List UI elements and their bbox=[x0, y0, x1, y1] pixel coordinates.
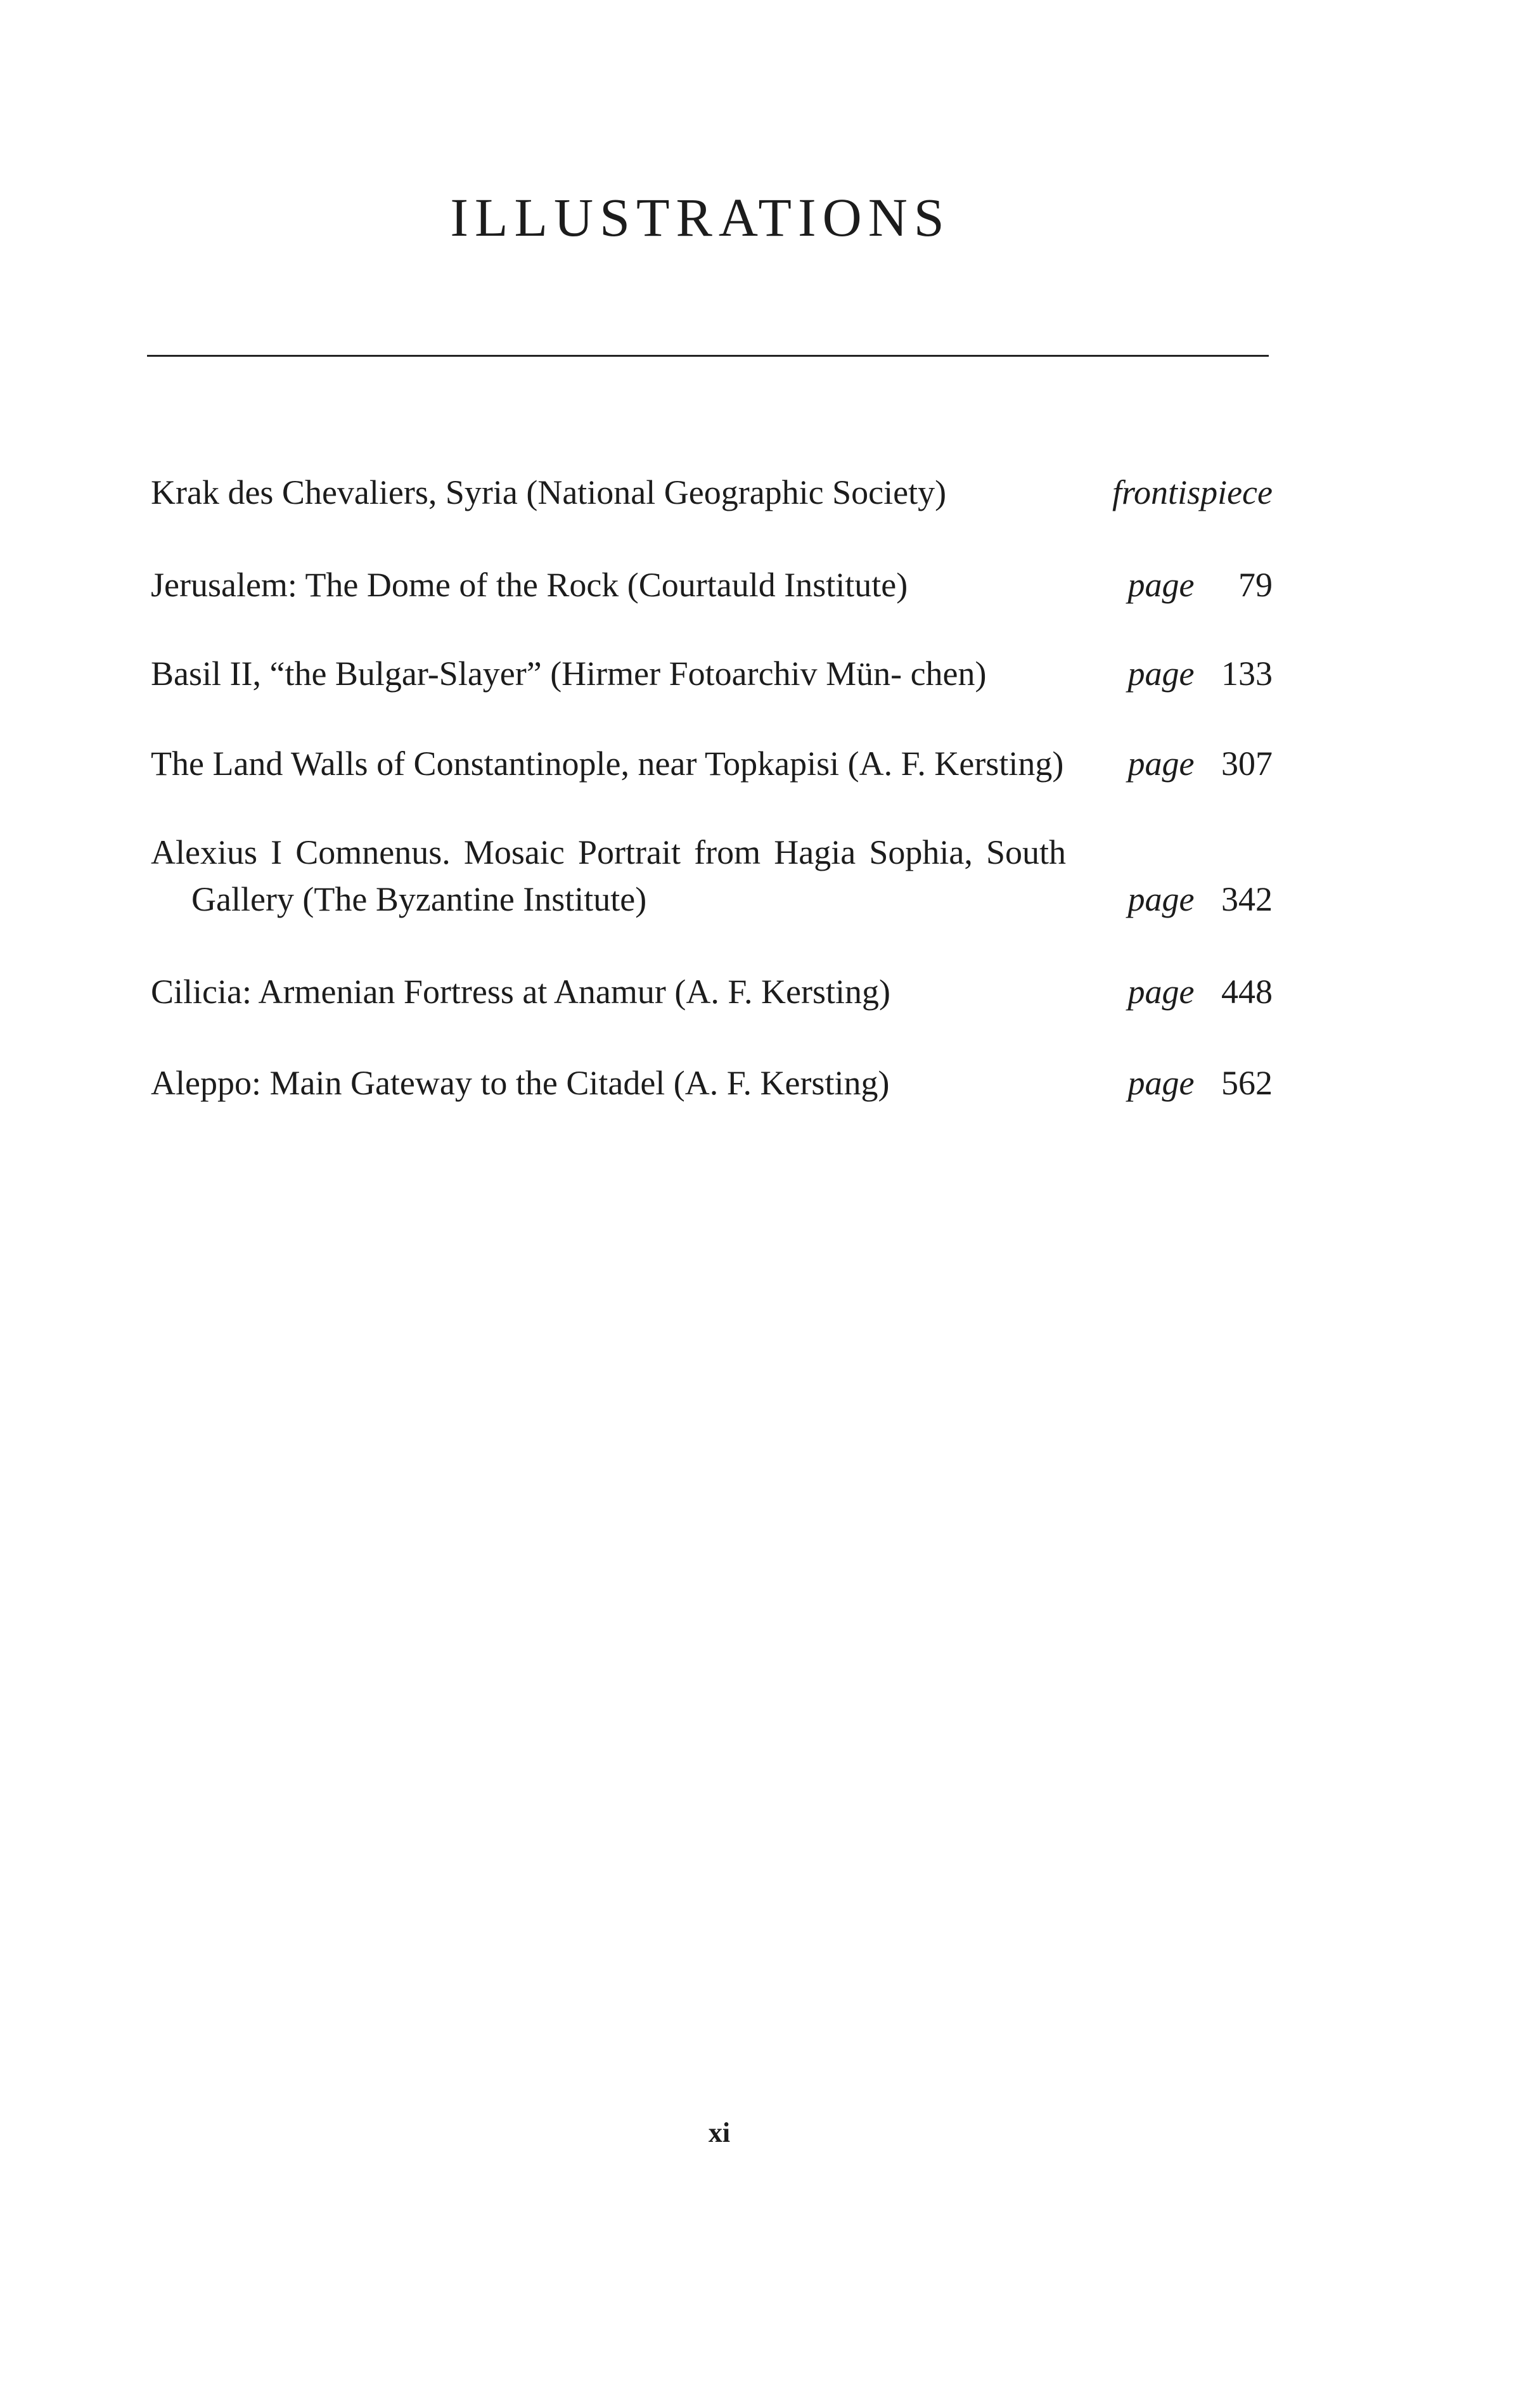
page-ref-number: 133 bbox=[1221, 655, 1273, 693]
illustration-caption: Krak des Chevaliers, Syria (National Geographic Society) bbox=[151, 473, 947, 511]
illustration-caption: Jerusalem: The Dome of the Rock (Courtauld Institute) bbox=[151, 566, 908, 604]
page-ref-label: frontispiece bbox=[1112, 473, 1273, 511]
illustration-caption: Alexius I Comnenus. Mosaic Portrait from Hagia Sophia, South Gallery (The Byzantine Institute) bbox=[151, 833, 1066, 918]
illustration-entry bbox=[151, 740, 1273, 787]
illustration-entry bbox=[151, 561, 1273, 608]
illustration-page-ref bbox=[1066, 876, 1273, 923]
illustration-entry bbox=[151, 650, 1273, 697]
page-title: ILLUSTRATIONS bbox=[450, 187, 951, 248]
page-ref-number: 562 bbox=[1221, 1064, 1273, 1102]
page-ref-number: 342 bbox=[1221, 880, 1273, 918]
illustration-entry bbox=[151, 469, 1273, 516]
illustration-entry bbox=[151, 829, 1273, 923]
page-ref-label: page bbox=[1127, 973, 1195, 1011]
illustration-caption: Cilicia: Armenian Fortress at Anamur (A. F. Kersting) bbox=[151, 973, 890, 1011]
illustration-entry bbox=[151, 1060, 1273, 1106]
illustration-page-ref bbox=[1066, 469, 1273, 516]
illustration-caption: Basil II, “the Bulgar-Slayer” (Hirmer Fotoarchiv Mün- chen) bbox=[151, 655, 987, 693]
illustration-page-ref bbox=[1066, 968, 1273, 1015]
page-number: xi bbox=[708, 2117, 731, 2148]
illustration-caption: Aleppo: Main Gateway to the Citadel (A. F. Kersting) bbox=[151, 1064, 890, 1102]
title-rule bbox=[147, 355, 1269, 357]
illustration-caption: The Land Walls of Constantinople, near Topkapisi (A. F. Kersting) bbox=[151, 745, 1064, 783]
illustration-entry bbox=[151, 968, 1273, 1015]
page-ref-number: 448 bbox=[1221, 973, 1273, 1011]
illustration-page-ref bbox=[1066, 1060, 1273, 1106]
illustration-page-ref bbox=[1066, 650, 1273, 697]
page-ref-label: page bbox=[1127, 655, 1195, 693]
page-ref-number: 307 bbox=[1221, 745, 1273, 783]
illustration-page-ref bbox=[1066, 740, 1273, 787]
illustrations-list bbox=[151, 469, 1273, 1106]
page-ref-number: 79 bbox=[1238, 566, 1273, 604]
illustration-page-ref bbox=[1066, 561, 1273, 608]
page-ref-label: page bbox=[1127, 745, 1195, 783]
page-ref-label: page bbox=[1127, 566, 1195, 604]
page-ref-label: page bbox=[1127, 1064, 1195, 1102]
page-ref-label: page bbox=[1127, 880, 1195, 918]
